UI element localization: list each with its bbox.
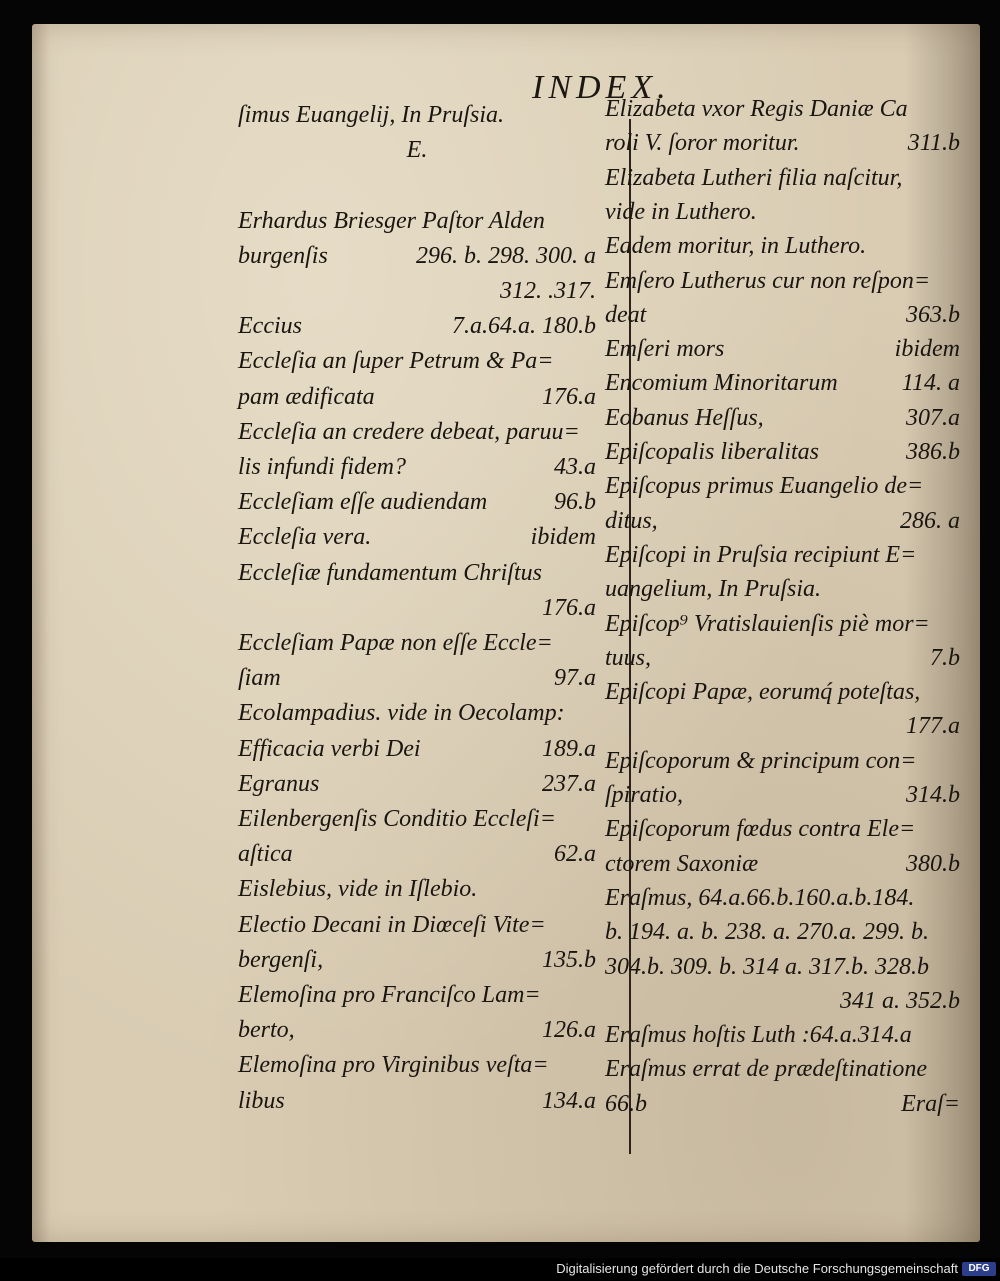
- index-line: [605, 709, 960, 743]
- index-entry-reference: 311.b: [907, 130, 960, 157]
- index-entry-text: b. 194. a. b. 238. a. 270.a. 299. b.: [605, 919, 929, 946]
- index-line: [605, 92, 960, 126]
- index-entry-reference: 312. .317.: [500, 278, 596, 304]
- index-line: [238, 1084, 596, 1118]
- index-entry-text: 66.b: [605, 1090, 647, 1117]
- index-line: [238, 732, 596, 766]
- index-entry-text: ſiam: [238, 665, 281, 692]
- index-entry-reference: 43.a: [554, 454, 596, 480]
- index-line: [238, 1013, 596, 1047]
- index-entry-text: Eadem moritur, in Luthero.: [605, 233, 867, 260]
- index-entry-reference: 62.a: [554, 841, 596, 868]
- index-line: [605, 1052, 960, 1086]
- index-entry-reference: 189.a: [542, 735, 596, 762]
- index-entry-text: Elizabeta vxor Regis Daniæ Ca: [605, 96, 908, 122]
- index-entry-reference: 176.a: [542, 594, 596, 621]
- index-line: [605, 229, 960, 263]
- index-line: [238, 872, 596, 906]
- index-entry-text: Eraſmus hoſtis Luth :64.a.314.a: [605, 1022, 912, 1049]
- index-entry-reference: ibidem: [894, 336, 960, 363]
- index-line: [605, 538, 960, 572]
- index-entry-reference: 380.b: [906, 850, 960, 877]
- index-entry-text: Electio Decani in Diœceſi Vite=: [238, 911, 546, 938]
- index-line: [605, 812, 960, 846]
- index-line: [238, 908, 596, 942]
- index-entry-text: 304.b. 309. b. 314 a. 317.b. 328.b: [605, 953, 929, 980]
- index-entry-text: Eccleſiam eſſe audiendam: [238, 489, 488, 516]
- index-line: [238, 978, 596, 1012]
- index-line: [238, 802, 596, 836]
- index-entry-text: Ecolampadius. vide in Oecolamp:: [238, 700, 565, 727]
- index-entry-text: Eccleſia an credere debeat, paruu=: [238, 418, 580, 445]
- index-entry-text: Epiſcopus primus Euangelio de=: [605, 473, 924, 500]
- index-entry-text: Emſero Lutherus cur non reſpon=: [605, 267, 931, 294]
- index-line: [238, 837, 596, 871]
- index-line: [605, 915, 960, 949]
- index-entry-text: E.: [406, 137, 428, 164]
- index-entry-reference: 97.a: [554, 665, 596, 692]
- index-entry-text: Eccleſia an ſuper Petrum & Pa=: [238, 348, 554, 375]
- index-entry-reference: 386.b: [906, 439, 960, 465]
- footer-bar: [0, 1258, 1000, 1281]
- index-entry-reference: 96.b: [554, 489, 596, 516]
- index-entry-text: Eccleſiæ fundamentum Chriſtus: [238, 559, 542, 586]
- index-entry-text: Eccleſia vera.: [238, 524, 372, 551]
- index-entry-text: Erhardus Briesger Paſtor Alden: [238, 207, 545, 234]
- index-line: [605, 195, 960, 229]
- running-head: INDEX.: [532, 69, 671, 106]
- index-entry-text: Emſeri mors: [605, 336, 725, 363]
- index-line: [605, 298, 960, 332]
- index-entry-text: ſpiratio,: [605, 782, 684, 808]
- index-line: [238, 133, 596, 167]
- index-entry-reference: 307.a: [906, 404, 960, 431]
- index-line: [605, 675, 960, 709]
- index-entry-text: Eccleſiam Papæ non eſſe Eccle=: [238, 630, 553, 656]
- index-line: [238, 450, 596, 484]
- index-line: [238, 485, 596, 519]
- index-line: [238, 767, 596, 801]
- index-entry-text: Encomium Minoritarum: [605, 370, 838, 397]
- index-entry-text: Efficacia verbi Dei: [238, 735, 421, 762]
- index-line: [605, 881, 960, 915]
- index-line: [238, 591, 596, 625]
- index-entry-text: lis infundi fidem?: [238, 454, 406, 480]
- index-line: [238, 626, 596, 660]
- footer-credit: Digitalisierung gefördert durch die Deutsche Forschungsgemeinschaft: [556, 1261, 958, 1276]
- index-line: [605, 950, 960, 984]
- index-line: [605, 469, 960, 503]
- index-line: [238, 415, 596, 449]
- index-entry-text: Eilenbergenſis Conditio Eccleſi=: [238, 806, 556, 832]
- index-entry-text: roli V. ſoror moritur.: [605, 130, 800, 157]
- index-line: [605, 572, 960, 606]
- index-entry-text: Epiſcoporum fœdus contra Ele=: [605, 816, 916, 843]
- index-line: [605, 504, 960, 538]
- index-line: [605, 984, 960, 1018]
- index-entry-text: berto,: [238, 1017, 295, 1044]
- index-entry-reference: 7.b: [930, 644, 960, 671]
- index-entry-text: Elemoſina pro Virginibus veſta=: [238, 1052, 549, 1079]
- index-line: [605, 847, 960, 881]
- index-entry-text: pam ædificata: [238, 383, 375, 410]
- index-entry-text: Epiſcop⁹ Vratislauienſis piè mor=: [605, 610, 930, 637]
- index-entry-text: Epiſcopi in Pruſsia recipiunt E=: [605, 541, 917, 568]
- index-line: [238, 943, 596, 977]
- index-line: [605, 161, 960, 195]
- index-entry-text: Epiſcopalis liberalitas: [605, 439, 819, 465]
- index-line: [238, 380, 596, 414]
- index-entry-reference: 176.a: [542, 383, 596, 410]
- index-entry-text: Eccius: [238, 313, 302, 340]
- index-line: [238, 520, 596, 554]
- index-entry-reference: 134.a: [542, 1087, 596, 1114]
- index-entry-text: Eraſmus, 64.a.66.b.160.a.b.184.: [605, 884, 915, 911]
- index-entry-text: uangelium, In Pruſsia.: [605, 576, 821, 603]
- index-entry-text: Eraſmus errat de prædeſtinatione: [605, 1056, 927, 1083]
- index-line: [605, 126, 960, 160]
- index-line: [238, 204, 596, 238]
- index-line: [605, 401, 960, 435]
- index-line: [605, 332, 960, 366]
- index-line: [605, 1087, 960, 1121]
- index-line: [605, 607, 960, 641]
- index-entry-text: Eobanus Heſſus,: [605, 404, 764, 431]
- index-entry-reference: 177.a: [906, 713, 960, 740]
- index-entry-reference: 7.a.64.a. 180.b: [452, 313, 596, 340]
- index-entry-text: Eislebius, vide in Iſlebio.: [238, 876, 478, 903]
- index-line: [238, 239, 596, 273]
- dfg-logo: DFG: [962, 1262, 996, 1276]
- index-entry-text: ctorem Saxoniæ: [605, 850, 759, 877]
- index-line: [605, 778, 960, 812]
- index-entry-reference: 135.b: [542, 946, 596, 973]
- index-entry-text: Egranus: [238, 770, 320, 797]
- index-entry-text: ſimus Euangelij, In Pruſsia.: [238, 102, 504, 128]
- index-line: [238, 274, 596, 308]
- index-line: [238, 309, 596, 343]
- index-entry-reference: 286. a: [900, 507, 960, 534]
- index-entry-reference: 314.b: [906, 782, 960, 808]
- index-entry-text: bergenſi,: [238, 946, 324, 973]
- index-entry-text: vide in Luthero.: [605, 198, 757, 225]
- index-line: [238, 168, 596, 202]
- index-entry-text: aſtica: [238, 841, 293, 868]
- index-entry-text: deat: [605, 301, 647, 328]
- index-entry-text: tuus,: [605, 644, 652, 671]
- index-line: [605, 366, 960, 400]
- index-line: [605, 1018, 960, 1052]
- index-line: [238, 696, 596, 730]
- index-line: [605, 744, 960, 778]
- index-line: [238, 1048, 596, 1082]
- index-line: [238, 344, 596, 378]
- index-line: [238, 661, 596, 695]
- index-entry-text: Epiſcoporum & principum con=: [605, 747, 917, 774]
- index-line: [605, 435, 960, 469]
- index-line: [238, 98, 596, 132]
- index-entry-text: Epiſcopi Papæ, eorumq́ poteſtas,: [605, 679, 921, 706]
- index-entry-text: burgenſis: [238, 242, 328, 269]
- index-line: [605, 641, 960, 675]
- index-entry-reference: 126.a: [542, 1017, 596, 1044]
- index-entry-text: ditus,: [605, 507, 658, 534]
- index-entry-reference: 363.b: [906, 301, 960, 328]
- index-line: [238, 556, 596, 590]
- index-entry-text: Elemoſina pro Franciſco Lam=: [238, 982, 541, 1008]
- index-entry-reference: 296. b. 298. 300. a: [416, 242, 596, 269]
- index-entry-reference: 237.a: [542, 770, 596, 797]
- index-entry-text: Elizabeta Lutheri filia naſcitur,: [605, 164, 903, 191]
- index-entry-text: libus: [238, 1087, 285, 1114]
- index-entry-reference: 114. a: [901, 370, 960, 397]
- index-entry-reference: 341 a. 352.b: [840, 987, 960, 1014]
- index-entry-reference: Eraſ=: [901, 1090, 960, 1117]
- index-line: [605, 264, 960, 298]
- index-entry-reference: ibidem: [530, 524, 596, 551]
